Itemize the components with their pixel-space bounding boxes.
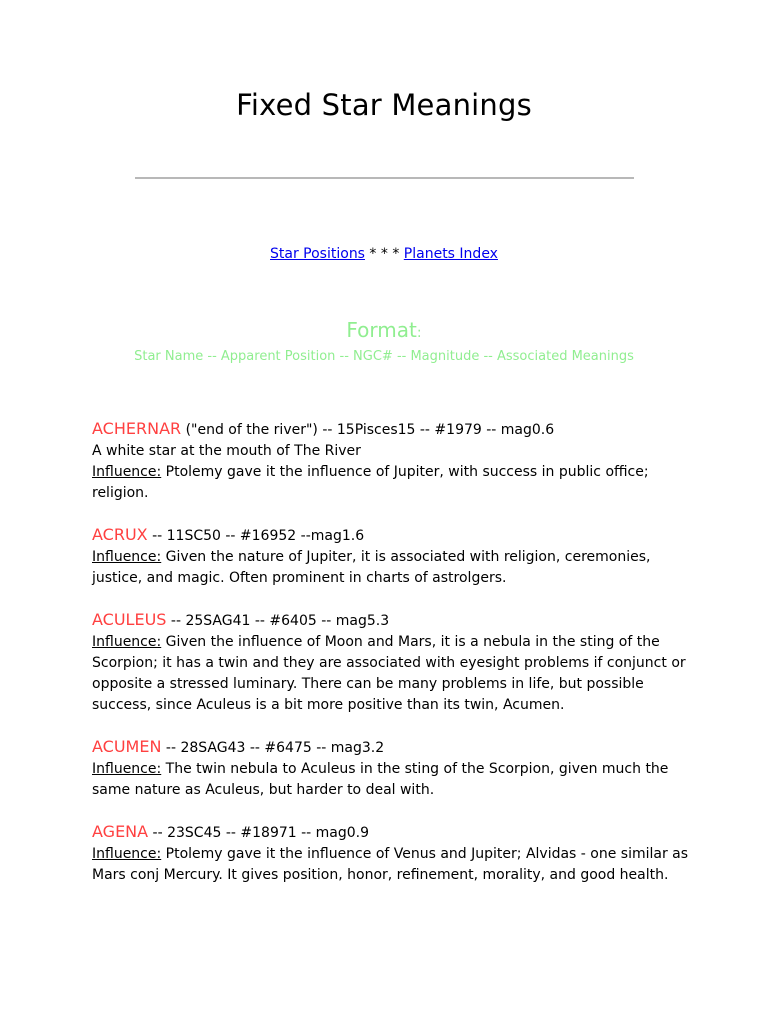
influence-label: Influence: xyxy=(92,634,162,650)
star-entry-acrux xyxy=(92,524,692,589)
nav-links xyxy=(0,246,768,262)
planets-index-link[interactable]: Planets Index xyxy=(403,246,498,262)
star-name: ACUMEN xyxy=(92,737,162,756)
star-entry-aculeus xyxy=(92,609,692,716)
star-name: ACULEUS xyxy=(92,610,167,629)
influence-text: Ptolemy gave it the influence of Venus and Jupiter; Alvidas - one similar as Mars conj Mercury. It gives position, honor, refinement, morality, and good health. xyxy=(92,846,689,883)
star-description: A white star at the mouth of The River xyxy=(92,443,361,459)
influence-label: Influence: xyxy=(92,846,162,862)
influence-label: Influence: xyxy=(92,464,162,480)
format-heading-colon: : xyxy=(416,325,422,341)
influence-text: Given the influence of Moon and Mars, it is a nebula in the sting of the Scorpion; it has a twin and they are associated with eyesight problems if conjunct or opposite a stressed luminary. There can be many problems in life, but possible success, since Aculeus is a bit more positive than its twin, Acumen. xyxy=(92,634,686,713)
star-details: -- 11SC50 -- #16952 --mag1.6 xyxy=(147,528,365,544)
star-details: -- 23SC45 -- #18971 -- mag0.9 xyxy=(148,825,370,841)
horizontal-divider xyxy=(135,177,634,179)
star-details: -- 28SAG43 -- #6475 -- mag3.2 xyxy=(161,740,385,756)
influence-label: Influence: xyxy=(92,549,162,565)
star-positions-link[interactable]: Star Positions xyxy=(270,246,365,262)
star-details: ("end of the river") -- 15Pisces15 -- #1979 -- mag0.6 xyxy=(181,422,555,438)
star-entry-acumen xyxy=(92,736,692,801)
star-entry-agena xyxy=(92,821,692,886)
influence-text: The twin nebula to Aculeus in the sting of the Scorpion, given much the same nature as Aculeus, but harder to deal with. xyxy=(92,761,669,798)
star-name: AGENA xyxy=(92,822,149,841)
nav-separator: * * * xyxy=(364,246,404,262)
influence-label: Influence: xyxy=(92,761,162,777)
star-entry-achernar xyxy=(92,418,692,504)
star-name: ACHERNAR xyxy=(92,419,182,438)
influence-text: Ptolemy gave it the influence of Jupiter, with success in public office; religion. xyxy=(92,464,649,501)
star-entries xyxy=(92,418,692,906)
format-heading xyxy=(0,318,768,342)
star-details: -- 25SAG41 -- #6405 -- mag5.3 xyxy=(166,613,390,629)
format-heading-text: Format xyxy=(346,318,417,342)
influence-text: Given the nature of Jupiter, it is associated with religion, ceremonies, justice, and magic. Often prominent in charts of astrolgers. xyxy=(92,549,651,586)
format-description: Star Name -- Apparent Position -- NGC# -- Magnitude -- Associated Meanings xyxy=(134,349,634,364)
star-name: ACRUX xyxy=(92,525,148,544)
page-title: Fixed Star Meanings xyxy=(236,88,532,122)
